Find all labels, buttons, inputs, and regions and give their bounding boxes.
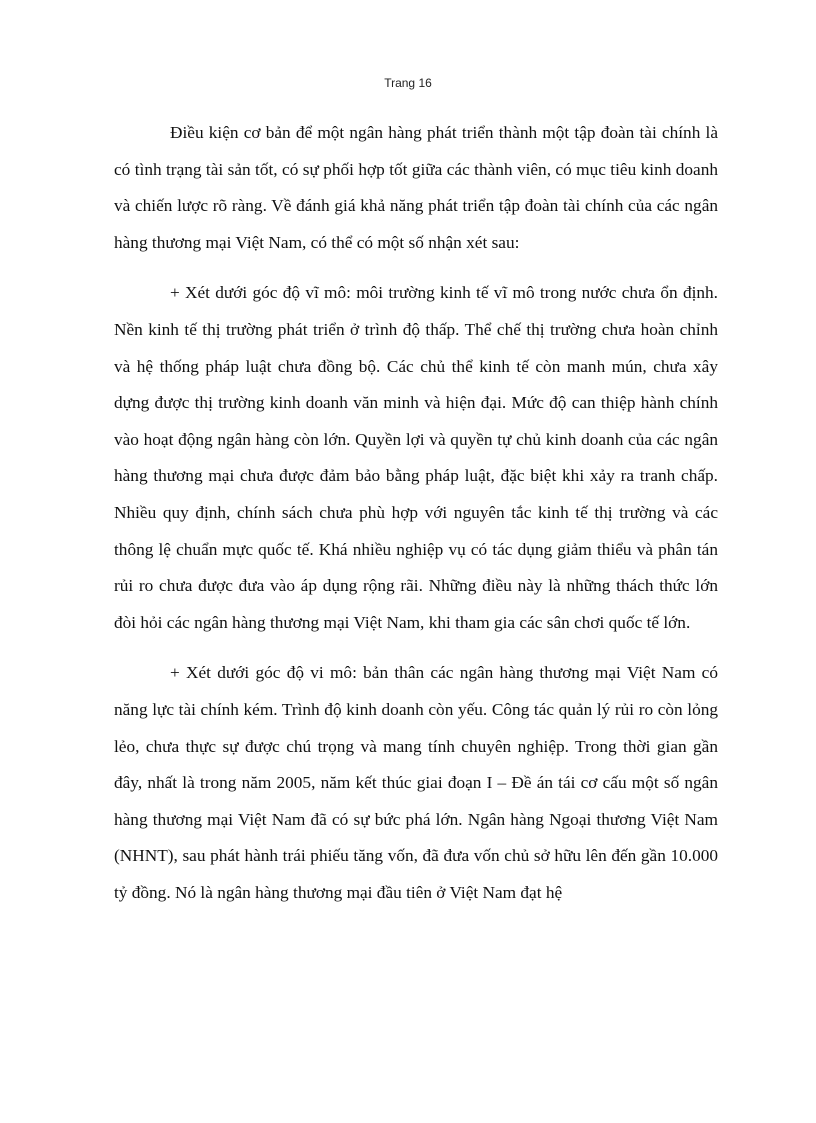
paragraph-micro-perspective: + Xét dưới góc độ vi mô: bản thân các ngân hàng thương mại Việt Nam có năng lực tài chính kém. Trình độ kinh doanh còn yếu. Công tác quản lý rủi ro còn lỏng lẻo, chưa thực sự được chú trọng và mang tính chuyên nghiệp. Trong thời gian gần đây, nhất là trong năm 2005, năm kết thúc giai đoạn I – Đề án tái cơ cấu một số ngân hàng thương mại Việt Nam đã có sự bức phá lớn. Ngân hàng Ngoại thương Việt Nam (NHNT), sau phát hành trái phiếu tăng vốn, đã đưa vốn chủ sở hữu lên đến gần 10.000 tỷ đồng. Nó là ngân hàng thương mại đầu tiên ở Việt Nam đạt hệ [114,663,718,902]
document-body [114,115,718,925]
paragraph-intro: Điều kiện cơ bản để một ngân hàng phát triển thành một tập đoàn tài chính là có tình trạng tài sản tốt, có sự phối hợp tốt giữa các thành viên, có mục tiêu kinh doanh và chiến lược rõ ràng. Về đánh giá khả năng phát triển tập đoàn tài chính của các ngân hàng thương mại Việt Nam, có thể có một số nhận xét sau: [114,123,718,252]
page-number-header: Trang 16 [384,76,432,90]
paragraph-macro-perspective: + Xét dưới góc độ vĩ mô: môi trường kinh tế vĩ mô trong nước chưa ổn định. Nền kinh tế thị trường phát triển ở trình độ thấp. Thể chế thị trường chưa hoàn chỉnh và hệ thống pháp luật chưa đồng bộ. Các chủ thể kinh tế còn manh mún, chưa xây dựng được thị trường kinh doanh văn minh và hiện đại. Mức độ can thiệp hành chính vào hoạt động ngân hàng còn lớn. Quyền lợi và quyền tự chủ kinh doanh của các ngân hàng thương mại chưa được đảm bảo bằng pháp luật, đặc biệt khi xảy ra tranh chấp. Nhiều quy định, chính sách chưa phù hợp với nguyên tắc kinh tế thị trường và các thông lệ chuẩn mực quốc tế. Khá nhiều nghiệp vụ có tác dụng giảm thiểu và phân tán rủi ro chưa được đưa vào áp dụng rộng rãi. Những điều này là những thách thức lớn đòi hỏi các ngân hàng thương mại Việt Nam, khi tham gia các sân chơi quốc tế lớn. [114,283,718,632]
